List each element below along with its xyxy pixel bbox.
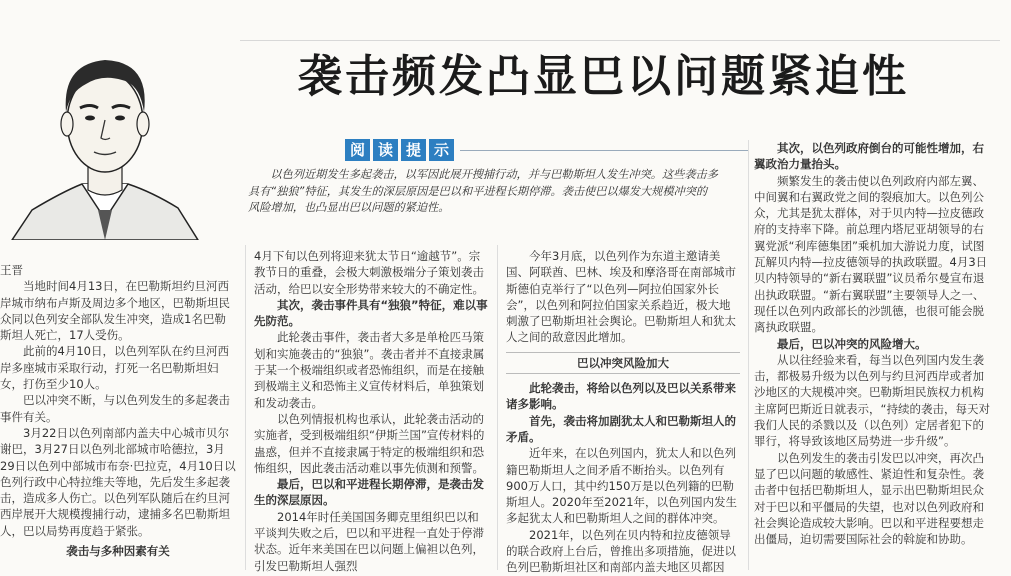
tip-divider (460, 150, 748, 151)
column-divider (497, 245, 498, 570)
author-byline: 王晋 (0, 263, 23, 277)
article-column-3 (506, 248, 740, 576)
paragraph: 4月下旬以色列将迎来犹太节日“逾越节”。宗教节日的重叠，会极大刺激极端分子策划袭击活动，给巴以安全形势带来较大的不确定性。 (254, 249, 484, 296)
subheading-bold: 最后，巴以和平进程长期停滞，是袭击发生的深层原因。 (254, 477, 484, 508)
tip-badge-char: 阅 (345, 139, 370, 161)
subheading-bold: 首先，袭击将加剧犹太人和巴勒斯坦人的矛盾。 (506, 413, 736, 444)
author-portrait (2, 14, 208, 240)
headline: 袭击频发凸显巴以问题紧迫性 (298, 51, 909, 102)
section-heading: 袭击与多种因素有关 (66, 544, 170, 559)
article-column-1 (0, 262, 236, 563)
column-divider (245, 245, 246, 570)
paragraph: 巴以冲突不断，与以色列发生的多起袭击事件有关。 (0, 393, 230, 424)
paragraph: 此轮袭击事件，袭击者大多是单枪匹马策划和实施袭击的“独狼”。袭击者并不直接隶属于某一个极端组织或者恐怖组织，而是在接触到极端主义和恐怖主义宣传材料后，单独策划和发动袭击。 (254, 330, 485, 410)
article-column-2 (254, 248, 488, 574)
paragraph: 今年3月底，以色列作为东道主邀请美国、阿联酋、巴林、埃及和摩洛哥在南部城市斯德伯克举行了“以色列—阿拉伯国家外长会”，以色列和阿拉伯国家关系趋近，极大地刺激了巴勒斯坦社会舆论。巴勒斯坦人和犹太人之间的敌意因此增加。 (506, 249, 736, 345)
subheading-bold: 最后，巴以冲突的风险增大。 (777, 336, 927, 351)
tip-badge-char: 示 (429, 139, 454, 161)
column-divider (748, 140, 749, 570)
subheading-bold: 其次，以色列政府倒台的可能性增加，右翼政治力量抬头。 (754, 141, 984, 172)
paragraph: 从以往经验来看，每当以色列国内发生袭击，都极易升级为以色列与约旦河西岸或者加沙地区的大规模冲突。巴勒斯坦民族权力机构主席阿巴斯近日就表示，“持续的袭击，每天对我们人民的杀戮以及（以色列）定居者犯下的罪行，将导致该地区局势进一步升级”。 (754, 352, 990, 449)
subheading-bold: 其次，袭击事件具有“独狼”特征，难以事先防范。 (254, 297, 488, 329)
reading-tip-badge (345, 139, 454, 161)
paragraph: 3月22日以色列南部内盖夫中心城市贝尔谢巴，3月27日以色列北部城市哈德拉，3月29日以色列中部城市布奈·巴拉克，4月10日以色列行政中心特拉维夫等地，先后发生多起袭击，造成多人伤亡。以色列军队随后在约旦河西岸展开大规模搜捕行动，逮捕多名巴勒斯坦人，巴以局势再度趋于紧张。 (0, 425, 236, 538)
tip-badge-char: 读 (373, 139, 398, 161)
paragraph: 近年来，在以色列国内，犹太人和以色列籍巴勒斯坦人之间矛盾不断抬头。以色列有900万人口，其中约150万是以色列籍的巴勒斯坦人。2020年至2021年，以色列国内发生多起犹太人和巴勒斯坦人之间的群体冲突。 (506, 446, 738, 526)
paragraph: 2014年时任美国国务卿克里组织巴以和平谈判失败之后，巴以和平进程一直处于停滞状态。近年来美国在巴以问题上偏袒以色列，引发巴勒斯坦人强烈 (254, 509, 484, 573)
article-column-4 (754, 140, 990, 547)
subheading-bold: 此轮袭击，将给以色列以及巴以关系带来诸多影响。 (506, 381, 736, 412)
section-heading: 巴以冲突风险加大 (506, 352, 740, 374)
paragraph: 频繁发生的袭击使以色列政府内部左翼、中间翼和右翼政党之间的裂痕加大。以色列公众，尤其是犹太群体，对于贝内特—拉皮德政府的支持率下降。前总理内塔尼亚胡领导的右翼党派“利库德集团”乘机加大游说力度，试图瓦解贝内特—拉皮德领导的执政联盟。4月3日贝内特领导的“新右翼联盟”议员希尔曼宣布退出执政联盟。“新右翼联盟”主要领导人之一、现任以色列内政部长的沙凯德，也很可能会脱离执政联盟。 (754, 173, 988, 335)
paragraph: 此前的4月10日，以色列军队在约旦河西岸多座城市采取行动，打死一名巴勒斯坦妇女，打伤至少10人。 (0, 344, 229, 392)
paragraph: 以色列情报机构也承认，此轮袭击活动的实施者，受到极端组织“伊斯兰国”宣传材料的蛊惑，但并不直接隶属于特定的极端组织和恐怖组织，因此袭击活动难以事先侦测和预警。 (254, 411, 485, 475)
reading-tip-text: 以色列近期发生多起袭击，以军因此展开搜捕行动，并与巴勒斯坦人发生冲突。这些袭击多具有“独狼”特征，其发生的深层原因是巴以和平进程长期停滞。袭击使巴以爆发大规模冲突的风险增加，也凸显出巴以问题的紧迫性。 (248, 168, 718, 214)
paragraph: 2021年，以色列在贝内特和拉皮德领导的联合政府上台后，曾推出多项措施，促进以色列巴勒斯坦社区和南部内盖夫地区贝都因 (506, 527, 736, 575)
tip-badge-char: 提 (401, 139, 426, 161)
paragraph: 以色列发生的袭击引发巴以冲突，再次凸显了巴以问题的敏感性、紧迫性和复杂性。袭击者中包括巴勒斯坦人，显示出巴勒斯坦民众对于巴以和平僵局的失望，也对以色列政府和社会舆论造成较大影响。巴以和平进程要想走出僵局，迫切需要国际社会的斡旋和协助。 (754, 450, 984, 547)
paragraph: 当地时间4月13日，在巴勒斯坦约旦河西岸城市纳布卢斯及周边多个地区，巴勒斯坦民众同以色列安全部队发生冲突，造成1名巴勒斯坦人死亡，17人受伤。 (0, 279, 230, 343)
